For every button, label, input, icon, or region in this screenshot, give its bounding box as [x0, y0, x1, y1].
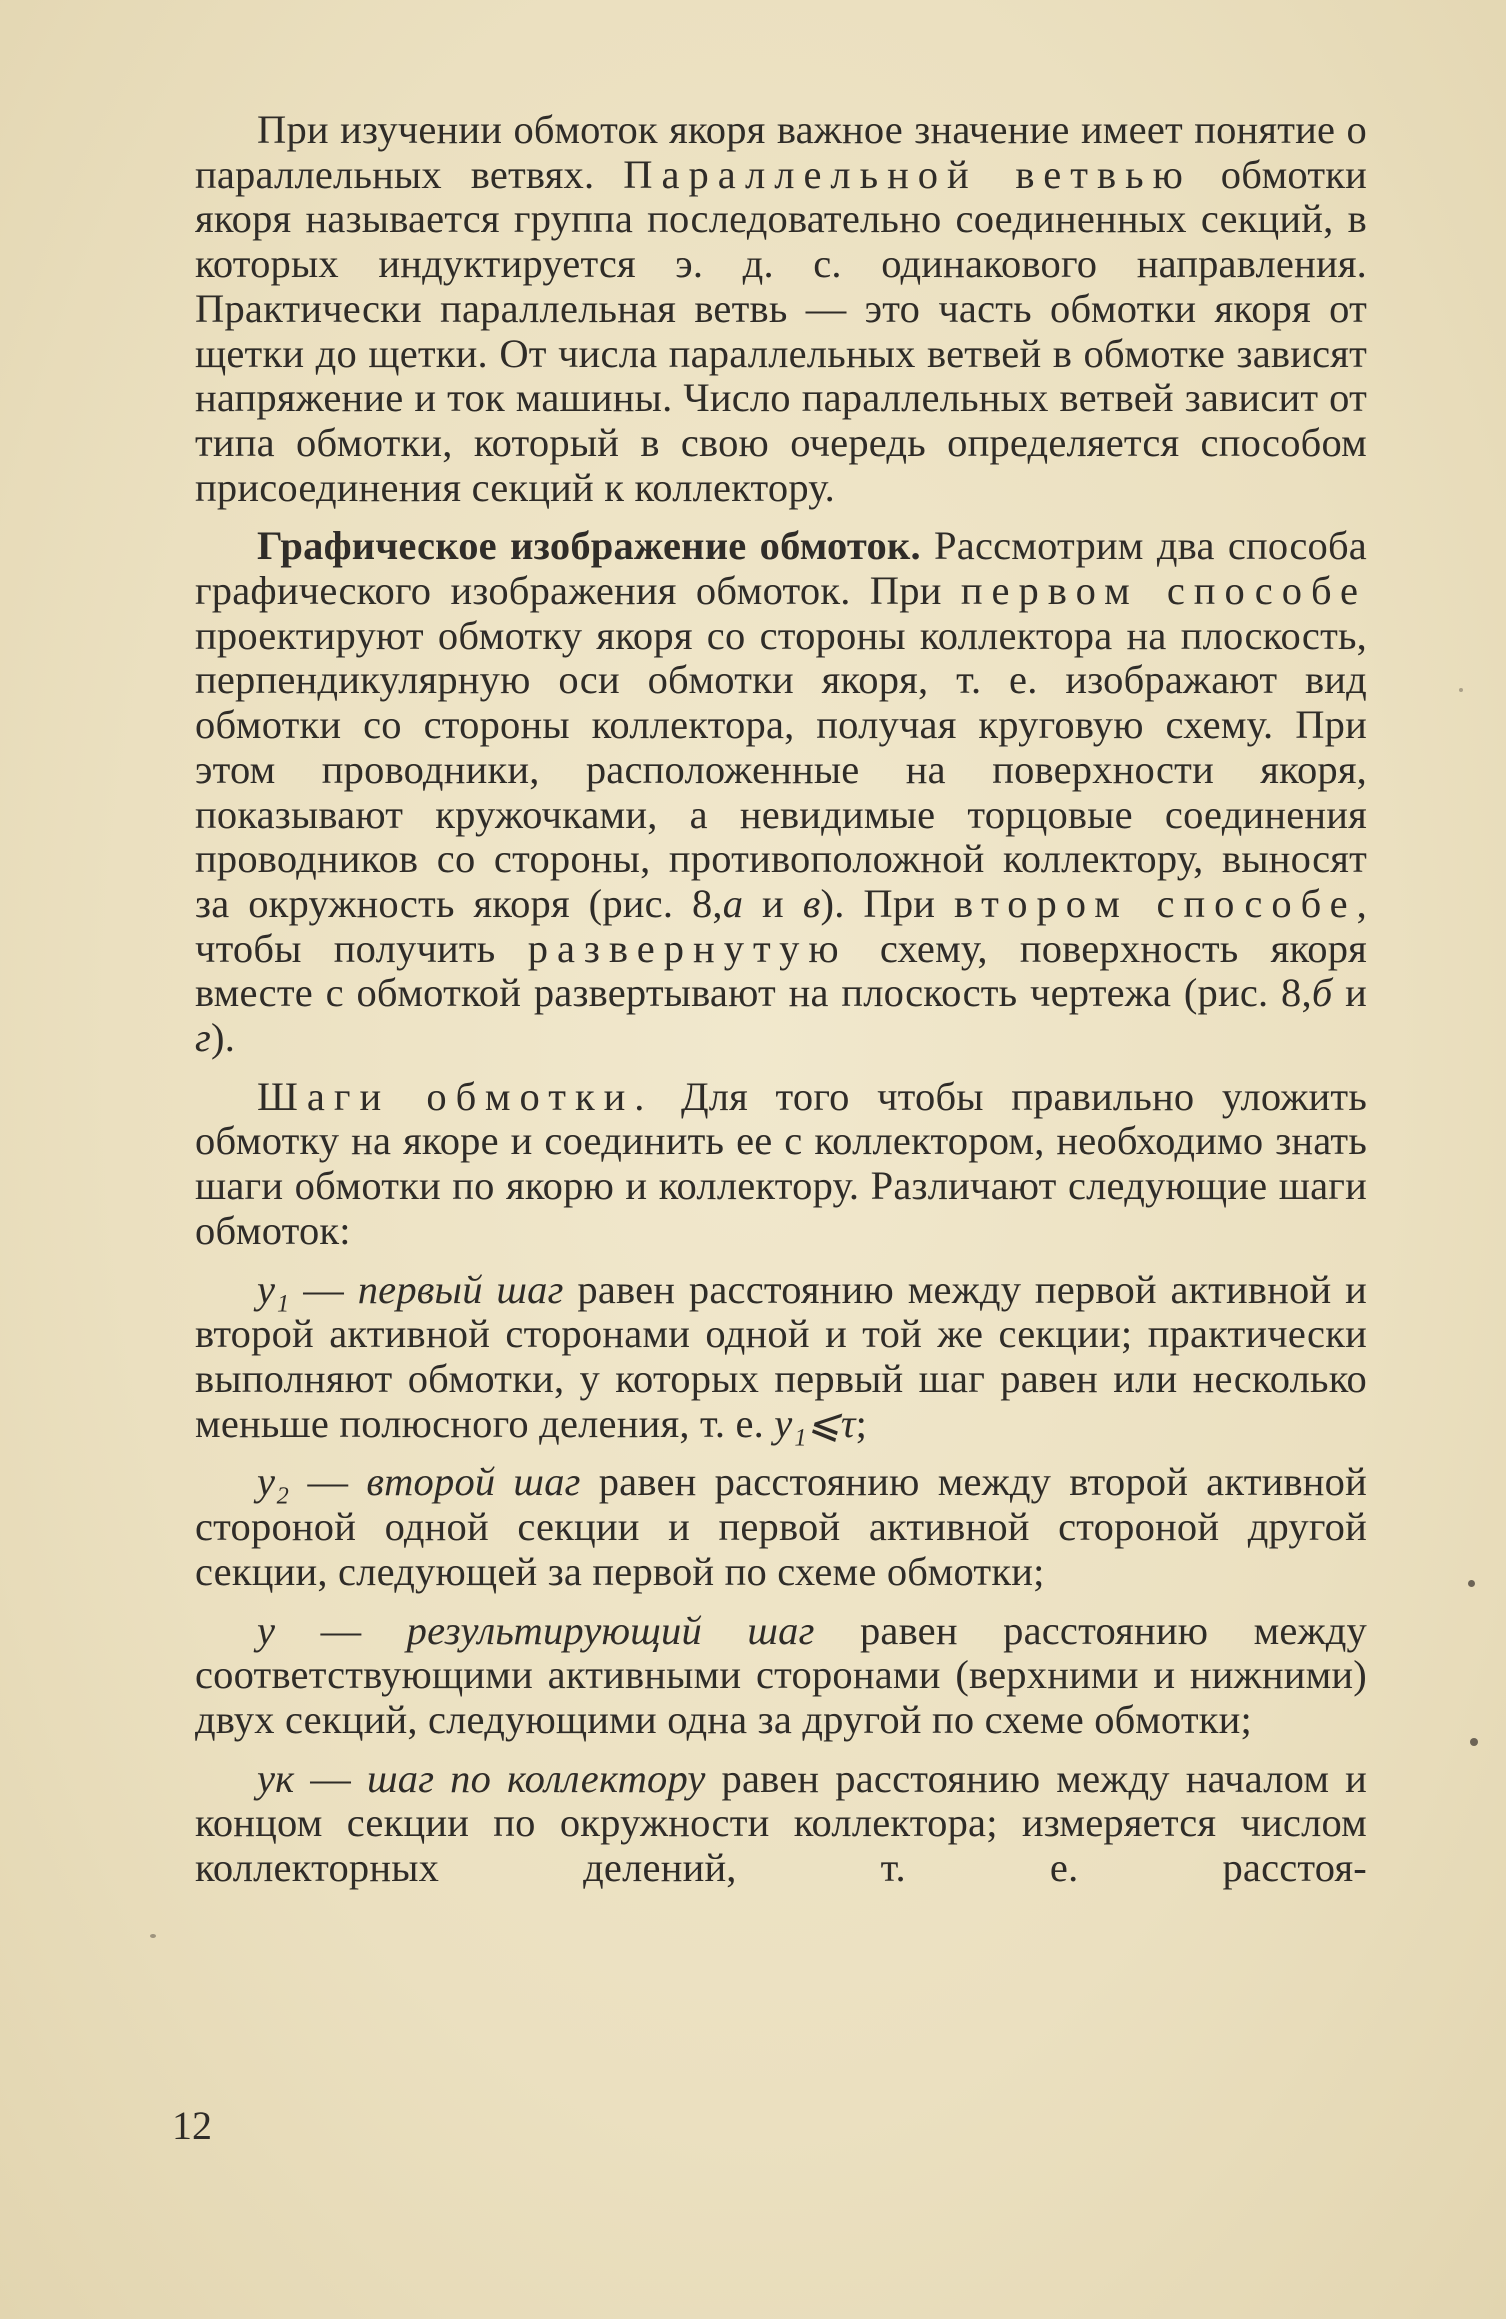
formula-y1-tau: y₁⩽τ — [774, 1400, 856, 1446]
text-run: Для того чтобы правильно уложить обмотку на якоре и соединить ее с коллектором, необходимо знать шаги обмотки по якорю и коллектору. Различают следующие шаги обмоток: — [195, 1073, 1367, 1253]
term-commutator-step: шаг по коллектору — [366, 1755, 706, 1801]
symbol-y1: y₁ — [257, 1266, 290, 1312]
text-run: равен расстоянию между первой активной и второй активной сторонами одной и той же секции; практически выполняют обмотки, у которых первый шаг равен или несколько меньше полюсного деления, т. е. — [195, 1266, 1368, 1446]
text-run: — — [289, 1459, 367, 1505]
text-run: равен расстоянию между началом и концом секции по окружности коллектора; измеряется числом коллекторных делений, т. е. расстоя- — [195, 1755, 1367, 1891]
term-first-step: первый шаг — [357, 1266, 564, 1312]
paper-speck — [1470, 1738, 1478, 1746]
figure-ref: в — [802, 880, 821, 926]
text-run: обмотки якоря называется группа последовательно соединенных секций, в которых индуктируется э. д. с. одинакового направления. Практически параллельная ветвь — это часть обмотки якоря от щетки до щетки. От числа параллельных ветвей в обмотке зависят напряжение и ток машины. Число параллельных ветвей зависит от типа обмотки, который в свою очередь определяется способом присоединения секций к коллектору. — [195, 151, 1367, 510]
symbol-y2: y₂ — [257, 1459, 290, 1505]
text-run: — — [294, 1755, 367, 1801]
text-run: и — [1332, 970, 1368, 1016]
paragraph-commutator-step — [195, 1757, 1367, 1891]
paper-speck — [150, 1934, 156, 1938]
symbol-yk: yк — [257, 1755, 295, 1801]
text-run: — — [289, 1266, 358, 1312]
paragraph-first-step — [195, 1268, 1367, 1447]
paragraph-graphic-representation — [195, 524, 1367, 1060]
term-parallel-branch: Параллельной ветвью — [623, 151, 1192, 197]
term-first-method: первом способе — [960, 568, 1367, 614]
paragraph-gap — [195, 1446, 1367, 1460]
paragraph-parallel-branches — [195, 108, 1367, 510]
text-run: Рассмотрим два способа графического изображения обмоток. При — [195, 523, 1367, 614]
text-run: равен расстоянию между второй активной стороной одной секции и первой активной стороной другой секции, следующей за первой по схеме обмотки; — [195, 1459, 1367, 1594]
paragraph-gap — [195, 1254, 1367, 1268]
term-unfolded: развернутую — [527, 925, 848, 971]
text-run: При изучении обмоток якоря важное значение имеет понятие о параллельных ветвях. — [195, 107, 1367, 197]
figure-ref: г — [195, 1015, 212, 1061]
paragraph-gap — [195, 1595, 1367, 1609]
text-run: ). При — [820, 880, 954, 926]
term-second-step: второй шаг — [366, 1459, 581, 1505]
symbol-y: y — [257, 1607, 276, 1653]
paper-speck — [1468, 1580, 1475, 1587]
term-winding-steps: Шаги обмотки. — [257, 1073, 654, 1119]
text-run: ). — [211, 1015, 236, 1061]
figure-ref: а — [722, 880, 744, 926]
section-heading-graphic: Графическое изображение обмоток. — [257, 523, 921, 569]
text-run: равен расстоянию между соответствующими активными сторонами (верхними и нижними) двух секций, следующими одна за другой по схеме обмотки; — [195, 1607, 1368, 1742]
text-run: , чтобы получить — [195, 880, 1367, 971]
term-second-method: втором способе — [953, 880, 1357, 926]
paper-speck — [1459, 688, 1463, 692]
text-run: — — [275, 1607, 407, 1653]
page-body — [195, 108, 1367, 1891]
term-resulting-step: результирующий шаг — [406, 1607, 815, 1653]
text-run: проектируют обмотку якоря со стороны коллектора на плоскость, перпендикулярную оси обмотки якоря, т. е. изображают вид обмотки со стороны коллектора, получая круговую схему. При этом проводники, расположенные на поверхности якоря, показывают кружочками, а невидимые торцовые соединения проводников со стороны, противоположной коллектору, выносят за окружность якоря (рис. 8, — [195, 612, 1367, 926]
paragraph-gap — [195, 510, 1367, 524]
paragraph-resulting-step — [195, 1609, 1367, 1743]
paragraph-gap — [195, 1743, 1367, 1757]
figure-ref: б — [1311, 970, 1333, 1016]
paragraph-gap — [195, 1061, 1367, 1075]
text-run: и — [743, 880, 803, 926]
paragraph-second-step — [195, 1460, 1367, 1594]
page-number: 12 — [172, 2103, 212, 2148]
paragraph-winding-steps — [195, 1075, 1367, 1254]
text-run: схему, поверхность якоря вместе с обмоткой развертывают на плоскость чертежа (рис. 8, — [195, 925, 1367, 1016]
text-run: ; — [855, 1400, 868, 1446]
